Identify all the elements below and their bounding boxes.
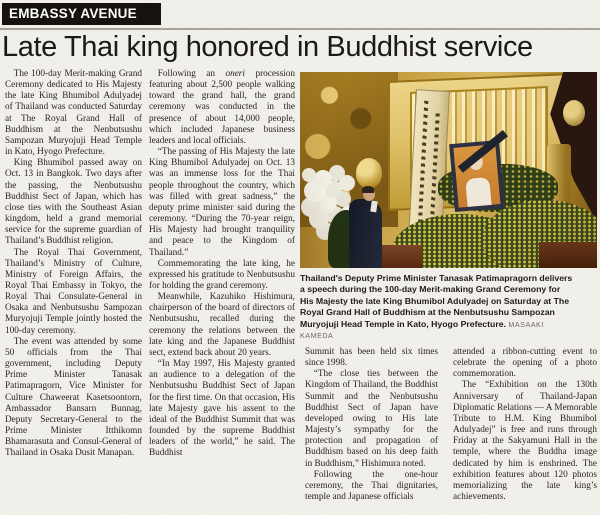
article-column-4 [453,347,597,503]
article-column-1 [5,69,142,459]
article-paragraph: “In May 1997, His Majesty granted an audience to a delegation of the Nenbutsushu Buddhist Sect of Japan for the first time. On that occasion, His late Majesty gave his assent to the ideal of the Buddhist Summit that was founded by the supreme Buddhist leaders of the world,” he said. The Buddhist [149,359,295,459]
article-paragraph: Summit has been held six times since 1998. [305,347,438,369]
section-kicker [2,3,161,25]
photo-credit: MASAAKI KAMEDA [300,319,544,341]
article-paragraph: attended a ribbon-cutting event to celebrate the opening of a photo commemoration. [453,347,597,380]
article-paragraph: Following the one-hour ceremony, the Thai dignitaries, temple and Japanese officials [305,469,438,503]
article-headline: Late Thai king honored in Buddhist service [2,31,533,63]
article-paragraph: King Bhumibol passed away on Oct. 13 in Bangkok. Two days after the passing, the Nenbutsushu Buddhist Sect of Japan, which has close ties with the Southeast Asian kingdom, held a grand memorial service for the supreme guardian of Thailand’s Buddhist religion. [5,158,142,247]
header-rule [0,28,600,30]
article-paragraph: “The passing of His Majesty the late King Bhumibol Adulyadej on Oct. 13 was an immense loss for the Thai people throughout the country, which was filled with great sadness,” the deputy prime minister said during the ceremony. “During the 70-year reign, His Majesty had brought tranquility and peace to the Kingdom of Thailand.” [149,147,295,258]
photo-caption-text: Thailand's Deputy Prime Minister Tanasak Patimapragorn delivers a speech during the 100-day Merit-making Grand Ceremony for His Majesty the late King Bhumibol Adulyadej on Saturday at The Royal Grand Hall of Buddhism at the Nenbutsushu Sampozan Muryojuji Head Temple in Kato, Hyogo Prefecture. [300,273,573,329]
article-paragraph: Commemorating the late king, he expressed his gratitude to Nenbutsushu for holding the grand ceremony. [149,258,295,291]
article-paragraph: The event was attended by some 50 officials from the Thai government, including Deputy Prime Minister Tanasak Patimapragorn, Vice Minister for Culture Chaweerat Kasetsoontorn, Ambassador Bansarn Bunnag, Deputy Secretary-General to the Prime Minister Itthikomn Bhamarasuta and Consul-General of Thailand in Osaka Dusit Manapan. [5,336,142,459]
article-paragraph: The Royal Thai Government, Thailand’s Ministry of Culture, Ministry of Foreign Affairs, the Royal Thai Embassy in Tokyo, the Royal Thai Consulate-General in Osaka and Nenbutsushu Sampozan Muryojuji Temple jointly hosted the 100-day ceremony. [5,247,142,336]
article-paragraph: Following an oneri procession featuring about 2,500 people walking toward the grand hall, the grand ceremony was conducted in the presence of about 14,000 people, which included Japanese business leaders and local officials. [149,69,295,146]
section-kicker-label: EMBASSY AVENUE [9,6,137,21]
photo-caption [300,273,576,341]
article-paragraph: The 100-day Merit-making Grand Ceremony dedicated to His Majesty the late King Bhumibol Adulyadej of Thailand was conducted Saturday at The Royal Grand Hall of Buddhism at the Nenbutsushu Sampozan Muryojuji Head Temple in Kato, Hyogo Prefecture. [5,69,142,158]
article-paragraph: The “Exhibition on the 130th Anniversary of Thailand-Japan Diplomatic Relations — A Memorable Tribute to H.M. King Bhumibol Adulyadej” is free and runs through Friday at the Sakyamuni Hall in the temple, where the Buddha image dedicated by him is enshrined. The exhibition features about 120 photos memorializing the late king’s achievements. [453,380,597,503]
article-paragraph: “The close ties between the Kingdom of Thailand, the Buddhist Summit and the Nenbutsushu Buddhist Sect of Japan have developed owing to His late Majesty’s sympathy for the protection and propagation of Buddhism based on his deep faith in Buddhism,” Hishimura noted. [305,369,438,469]
photo-vignette [300,72,597,268]
article-paragraph: Meanwhile, Kazuhiko Hishimura, chairperson of the board of directors of Nenbutsushu, recalled during the ceremony the relations between the late king and the Japanese Buddhist sect, extend back about 20 years. [149,292,295,358]
ceremony-photo [300,72,597,268]
article-column-3 [305,347,438,503]
article-column-2 [149,69,295,459]
